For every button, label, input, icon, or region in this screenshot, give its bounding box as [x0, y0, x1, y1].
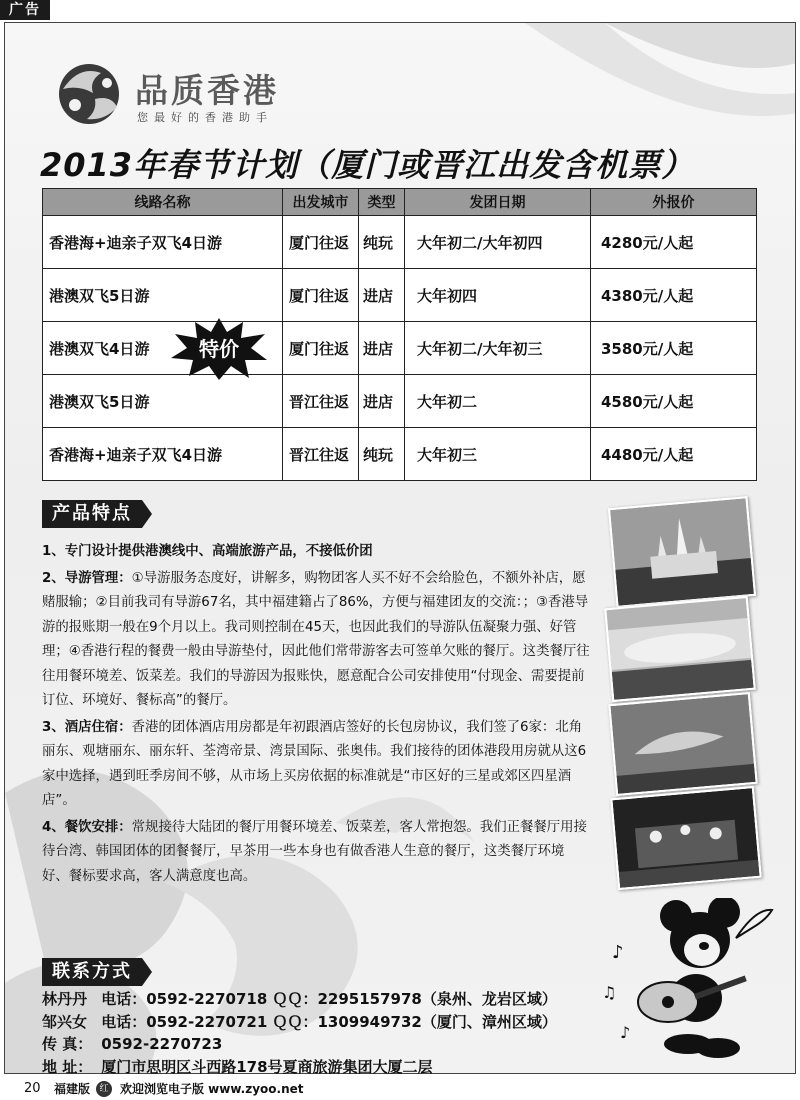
fax-label: 传 真： — [42, 1035, 93, 1053]
cell-city: 晋江往返 — [283, 428, 359, 481]
feature-item — [42, 540, 590, 565]
photo-castle — [608, 496, 756, 608]
brand-logo — [49, 59, 309, 129]
cell-city: 厦门往返 — [283, 216, 359, 269]
cell-route: 港澳双飞5日游 — [43, 269, 283, 322]
website-link[interactable]: 欢迎浏览电子版 www.zyoo.net — [120, 1082, 304, 1096]
mickey-guitar-illustration — [596, 898, 786, 1063]
svg-text:♫: ♫ — [602, 983, 617, 1002]
ad-tag: 广告 — [0, 0, 50, 20]
header-route: 线路名称 — [43, 189, 283, 216]
features-title: 产品特点 — [42, 500, 142, 528]
feature-item — [42, 816, 590, 890]
contact-detail: 电话：0592-2270721 ＱＱ：1309949732（厦门、漳州区域） — [101, 1012, 557, 1031]
table-row — [43, 269, 757, 322]
fax-number: 0592-2270723 — [101, 1035, 223, 1053]
logo-tagline: 您最好的香港助手 — [137, 111, 273, 124]
table-row — [43, 428, 757, 481]
edition-label: 福建版 — [54, 1082, 91, 1096]
page-footer — [0, 1078, 800, 1100]
cell-type: 进店 — [359, 269, 405, 322]
contacts-list — [42, 988, 602, 1078]
feature-item — [42, 716, 590, 814]
cell-city: 晋江往返 — [283, 375, 359, 428]
feature-keyword: 餐饮安排： — [64, 819, 132, 835]
feature-number: 4、 — [42, 819, 65, 835]
route-table — [42, 188, 757, 481]
feature-text: ①导游服务态度好，讲解多，购物团客人买不好不会给脸色，不额外补店，愿赌服输；②目前我司有导游67名，其中福建籍占了86%，方便与福建团友的交流：；③香港导游的报账期一般在9个月以上。我司则控制在45天，也因此我们的导游队伍凝聚力强、好管理；④香港行程的餐费一般由导游垫付，因此他们常带游客去可签单欠账的餐厅。这类餐厅往往用餐环境差、饭菜差。我们的导游因为报账快，愿意配合公司安排使用“付现金、需要提前订位、环境好、餐标高”的餐厅。 — [42, 570, 590, 708]
cell-route-text: 港澳双飞4日游 — [49, 339, 150, 358]
contact-name: 林丹丹 — [42, 990, 88, 1008]
photo-aquarium — [608, 692, 757, 796]
cell-date: 大年初三 — [405, 428, 591, 481]
header-price: 外报价 — [591, 189, 757, 216]
header-date: 发团日期 — [405, 189, 591, 216]
cell-city: 厦门往返 — [283, 269, 359, 322]
cell-route: 香港海+迪亲子双飞4日游 — [43, 428, 283, 481]
headline: 2013年春节计划（厦门或晋江出发含机票） — [40, 146, 695, 184]
cell-type: 进店 — [359, 375, 405, 428]
feature-text: 常规接待大陆团的餐厅用餐环境差、饭菜差，客人常抱怨。我们正餐餐厅用接待台湾、韩国团体的团餐餐厅，早茶用一些本身也有做香港人生意的餐厅，这类餐厅环境好、餐标要求高，客人满意度也高。 — [42, 819, 587, 884]
address-text: 厦门市思明区斗西路178号夏商旅游集团大厦二层 — [101, 1057, 433, 1076]
cell-price: 4580元/人起 — [591, 375, 757, 428]
cell-date: 大年初二 — [405, 375, 591, 428]
cell-route — [43, 322, 283, 375]
cell-date: 大年初二/大年初四 — [405, 216, 591, 269]
feature-number: 3、 — [42, 719, 65, 735]
svg-text:♪: ♪ — [620, 1023, 631, 1042]
contact-row — [42, 1056, 602, 1079]
contact-row — [42, 1033, 602, 1056]
feature-keyword: 酒店住宿： — [64, 719, 132, 735]
feature-text: 香港的团体酒店用房都是年初跟酒店签好的长包房协议，我们签了6家：北角丽东、观塘丽东、丽东轩、荃湾帝景、湾景国际、张奥伟。我们接待的团体港段用房就从这6家中选择，遇到旺季房间不够，从市场上买房依据的标准就是“市区好的三星或郊区四星酒店”。 — [42, 719, 587, 808]
feature-number: 1、 — [42, 544, 65, 559]
contact-name: 邹兴女 — [42, 1012, 88, 1031]
feature-text: 专门设计提供港澳线中、高端旅游产品，不接低价团 — [64, 544, 373, 559]
contact-detail: 电话：0592-2270718 ＱＱ：2295157978（泉州、龙岩区域） — [101, 990, 557, 1008]
cell-city: 厦门往返 — [283, 322, 359, 375]
logo-mark-icon — [49, 59, 129, 129]
cell-price: 3580元/人起 — [591, 322, 757, 375]
cell-type: 纯玩 — [359, 428, 405, 481]
photo-ocean-park — [604, 596, 756, 702]
special-price-badge — [169, 316, 269, 382]
header-city: 出发城市 — [283, 189, 359, 216]
cell-route: 香港海+迪亲子双飞4日游 — [43, 216, 283, 269]
cell-price: 4280元/人起 — [591, 216, 757, 269]
edition-badge-icon: 红 — [96, 1081, 112, 1097]
cell-price: 4380元/人起 — [591, 269, 757, 322]
cell-price: 4480元/人起 — [591, 428, 757, 481]
cell-date: 大年初四 — [405, 269, 591, 322]
cell-type: 纯玩 — [359, 216, 405, 269]
feature-item — [42, 567, 590, 714]
header-type: 类型 — [359, 189, 405, 216]
cell-date: 大年初二/大年初三 — [405, 322, 591, 375]
features-list — [42, 540, 590, 891]
feature-number: 2、 — [42, 570, 65, 586]
address-label: 地 址： — [42, 1057, 93, 1076]
feature-keyword: 导游管理： — [64, 570, 132, 586]
photo-night-show — [610, 786, 761, 890]
contact-row — [42, 988, 602, 1011]
special-price-label: 特价 — [199, 337, 239, 361]
page-number: 20 — [24, 1081, 41, 1096]
table-header-row — [43, 189, 757, 216]
svg-text:♪: ♪ — [612, 942, 624, 963]
contact-row — [42, 1011, 602, 1034]
table-row — [43, 322, 757, 375]
contacts-title: 联系方式 — [42, 958, 142, 986]
logo-name: 品质香港 — [135, 71, 279, 110]
table-row — [43, 216, 757, 269]
table-row — [43, 375, 757, 428]
cell-route: 港澳双飞5日游 — [43, 375, 283, 428]
cell-type: 进店 — [359, 322, 405, 375]
